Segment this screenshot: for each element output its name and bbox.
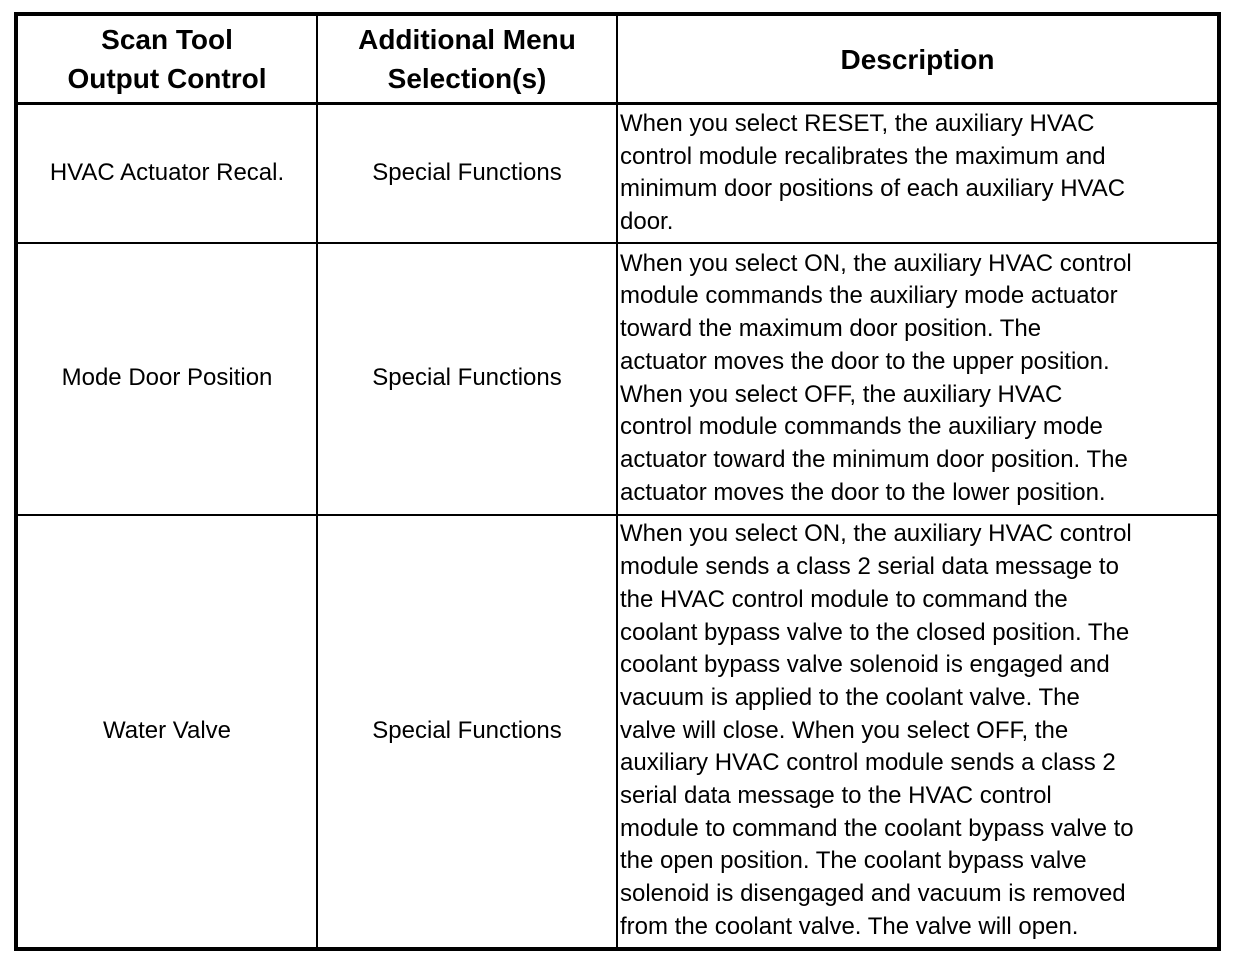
table-row (16, 243, 1219, 515)
description-line: valve will close. When you select OFF, the (620, 716, 1069, 744)
description-line: When you select RESET, the auxiliary HVAC (620, 109, 1095, 137)
output-control-table (14, 12, 1221, 951)
header-row (16, 14, 1219, 104)
description-line: solenoid is disengaged and vacuum is removed (620, 880, 1126, 908)
header-line: Output Control (67, 63, 267, 94)
description-line: vacuum is applied to the coolant valve. The (620, 683, 1080, 711)
description-line: minimum door positions of each auxiliary HVAC (620, 175, 1126, 203)
header-line: Additional Menu (358, 24, 576, 55)
header-line: Scan Tool (101, 24, 233, 55)
header-additional-menu-selections (317, 14, 617, 104)
cell-description (617, 243, 1219, 515)
header-description (617, 14, 1219, 104)
cell-output-control: Mode Door Position (16, 243, 317, 515)
description-line: auxiliary HVAC control module sends a class 2 (620, 749, 1116, 777)
cell-output-control: HVAC Actuator Recal. (16, 104, 317, 243)
description-line: actuator toward the minimum door position. The (620, 445, 1128, 473)
header-line: Description (840, 43, 995, 75)
description-line: actuator moves the door to the lower position. (620, 478, 1106, 506)
header-line: Selection(s) (387, 63, 547, 94)
description-line: module commands the auxiliary mode actuator (620, 282, 1118, 310)
description-line: actuator moves the door to the upper position. (620, 347, 1110, 375)
table-row (16, 515, 1219, 949)
description-line: the open position. The coolant bypass valve (620, 847, 1087, 875)
description-line: coolant bypass valve solenoid is engaged and (620, 651, 1110, 679)
cell-menu-selection: Special Functions (317, 104, 617, 243)
cell-menu-selection: Special Functions (317, 243, 617, 515)
description-line: door. (620, 207, 674, 235)
cell-description (617, 515, 1219, 949)
description-line: module sends a class 2 serial data message to (620, 553, 1119, 581)
description-line: toward the maximum door position. The (620, 315, 1042, 343)
description-line: module to command the coolant bypass valve to (620, 814, 1134, 842)
description-line: When you select ON, the auxiliary HVAC control (620, 249, 1132, 277)
description-line: the HVAC control module to command the (620, 585, 1068, 613)
cell-output-control: Water Valve (16, 515, 317, 949)
cell-menu-selection: Special Functions (317, 515, 617, 949)
description-line: from the coolant valve. The valve will open. (620, 912, 1079, 940)
table-row (16, 104, 1219, 243)
description-line: When you select ON, the auxiliary HVAC control (620, 520, 1132, 548)
description-line: When you select OFF, the auxiliary HVAC (620, 380, 1063, 408)
description-line: control module recalibrates the maximum and (620, 142, 1106, 170)
description-line: serial data message to the HVAC control (620, 782, 1052, 810)
description-line: control module commands the auxiliary mode (620, 413, 1103, 441)
description-line: coolant bypass valve to the closed position. The (620, 618, 1130, 646)
cell-description (617, 104, 1219, 243)
header-scan-tool-output-control (16, 14, 317, 104)
